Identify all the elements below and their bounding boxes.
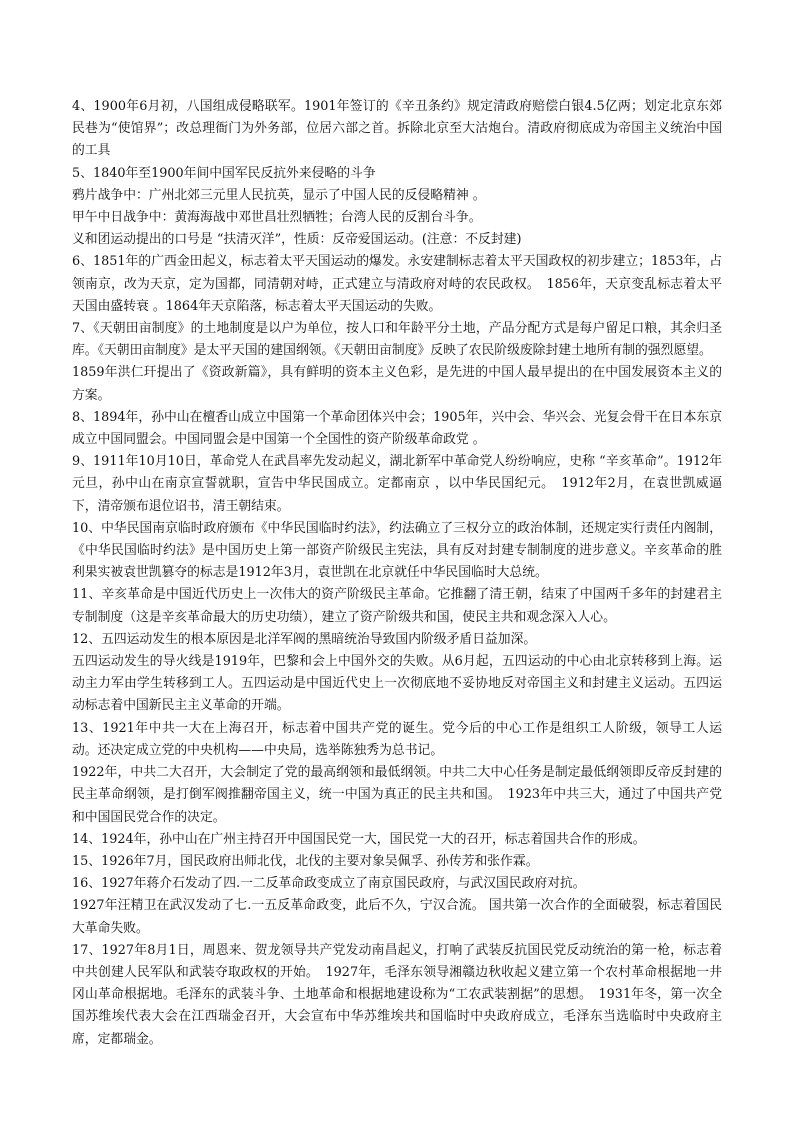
paragraph-may-fourth-detail: 五四运动发生的导火线是1919年，巴黎和会上中国外交的失败。从6月起，五四运动的中心由北京转移到上海。运动主力军由学生转移到工人。五四运动是中国近代史上一次彻底地不妥协地反对帝国主义和封建主义运动。五四运动标志着中国新民主主义革命的开端。	[72, 654, 722, 714]
document-body	[72, 96, 722, 1051]
paragraph-item-9-xinhai: 9、1911年10月10日，革命党人在武昌率先发动起义，湖北新军中革命党人纷纷响应，史称 “辛亥革命”。1912年元旦，孙中山在南京宣誓就职，宣告中华民国成立。定都南京 ，以中华民国纪元。 1912年2月，在袁世凯威逼下，清帝颁布退位诏书，清王朝结束。	[72, 454, 722, 514]
paragraph-opium-war: 鸦片战争中：广州北郊三元里人民抗英，显示了中国人民的反侵略精神 。	[72, 187, 486, 203]
paragraph-item-13-first-congress: 13、1921年中共一大在上海召开，标志着中国共产党的诞生。党今后的中心工作是组织工人阶级，领导工人运动。还决定成立党的中央机构——中央局，选举陈独秀为总书记。	[72, 720, 722, 758]
paragraph-second-congress: 1922年，中共二大召开，大会制定了党的最高纲领和最低纲领。中共二大中心任务是制定最低纲领即反帝反封建的民主革命纲领，是打倒军阀推翻帝国主义，统一中国为真正的民主共和国。 1923年中共三大，通过了中国共产党和中国国民党合作的决定。	[72, 765, 722, 825]
paragraph-item-11-xinhai-significance: 11、辛亥革命是中国近代历史上一次伟大的资产阶级民主革命。它推翻了清王朝，结束了中国两千多年的封建君主专制制度（这是辛亥革命最大的历史功绩），建立了资产阶级共和国，使民主共和观念深入人心。	[72, 587, 722, 625]
paragraph-item-4-boxer-protocol: 4、1900年6月初，八国组成侵略联军。1901年签订的《辛丑条约》规定清政府赔偿白银4.5亿两；划定北京东郊民巷为“使馆界”；改总理衙门为外务部，位居六部之首。拆除北京至大沽炮台。清政府彻底成为帝国主义统治中国的工具	[72, 99, 722, 159]
paragraph-item-8-tongmenghui: 8、1894年，孙中山在檀香山成立中国第一个革命团体兴中会；1905年，兴中会、华兴会、光复会骨干在日本东京成立中国同盟会。中国同盟会是中国第一个全国性的资产阶级革命政党 。	[72, 409, 722, 448]
paragraph-item-17-nanchang-uprising: 17、1927年8月1日，周恩来、贺龙领导共产党发动南昌起义，打响了武装反抗国民党反动统治的第一枪，标志着中共创建人民军队和武装夺取政权的开始。 1927年，毛泽东领导湘赣边秋收起义建立第一个农村革命根据地一井冈山革命根据地。毛泽东的武装斗争、土地革命和根据地建设称为“工农武装割据”的思想。 1931年冬，第一次全国苏维埃代表大会在江西瑞金召开，大会宣布中华苏维埃共和国临时中央政府成立，毛泽东当选临时中央政府主席，定都瑞金。	[72, 942, 722, 1047]
paragraph-item-6-taiping: 6、1851年的广西金田起义，标志着太平天国运动的爆发。永安建制标志着太平天国政权的初步建立；1853年，占领南京，改为天京，定为国都，同清朝对峙，正式建立与清政府对峙的农民政权。 1856年，天京变乱标志着太平天国由盛转衰 。1864年天京陷落，标志着太平天国运动的失败。	[72, 254, 722, 314]
paragraph-sino-japanese-war: 甲午中日战争中：黄海海战中邓世昌壮烈牺牲；台湾人民的反割台斗争。	[72, 210, 482, 226]
paragraph-item-15-northern-expedition: 15、1926年7月，国民政府出师北伐，北伐的主要对象吴佩孚、孙传芳和张作霖。	[72, 853, 539, 869]
paragraph-item-16-april-12: 16、1927年蒋介石发动了四.一二反革命政变成立了南京国民政府，与武汉国民政府对抗。	[72, 876, 586, 892]
paragraph-item-7-land-system: 7、《天朝田亩制度》的土地制度是以户为单位，按人口和年龄平分土地，产品分配方式是每户留足口粮，其余归圣库。《天朝田亩制度》是太平天国的建国纲领。《天朝田亩制度》反映了农民阶级废除封建土地所有制的强烈愿望。	[72, 321, 722, 359]
paragraph-item-10-provisional-constitution: 10、中华民国南京临时政府颁布《中华民国临时约法》，约法确立了三权分立的政治体制，还规定实行责任内阁制，《中华民国临时约法》是中国历史上第一部资产阶级民主宪法，具有反对封建专制制度的进步意义。辛亥革命的胜利果实被袁世凯篡夺的标志是1912年3月，袁世凯在北京就任中华民国临时大总统。	[72, 520, 722, 581]
paragraph-item-5-heading: 5、1840年至1900年间中国军民反抗外来侵略的斗争	[72, 165, 376, 181]
paragraph-zizheng-xinpian: 1859年洪仁玕提出了《资政新篇》，具有鲜明的资本主义色彩，是先进的中国人最早提出的在中国发展资本主义的方案。	[72, 365, 722, 403]
paragraph-item-14-kmt-congress: 14、1924年，孙中山在广州主持召开中国国民党一大，国民党一大的召开，标志着国共合作的形成。	[72, 831, 646, 847]
paragraph-boxer-movement: 义和团运动提出的口号是 “扶清灭洋”，性质：反帝爱国运动。(注意：不反封建)	[72, 232, 522, 248]
paragraph-july-15: 1927年汪精卫在武汉发动了七.一五反革命政变，此后不久，宁汉合流。 国共第一次合作的全面破裂，标志着国民大革命失败。	[72, 898, 722, 936]
paragraph-item-12-may-fourth-cause: 12、五四运动发生的根本原因是北洋军阀的黑暗统治导致国内阶级矛盾日益加深。	[72, 631, 537, 647]
